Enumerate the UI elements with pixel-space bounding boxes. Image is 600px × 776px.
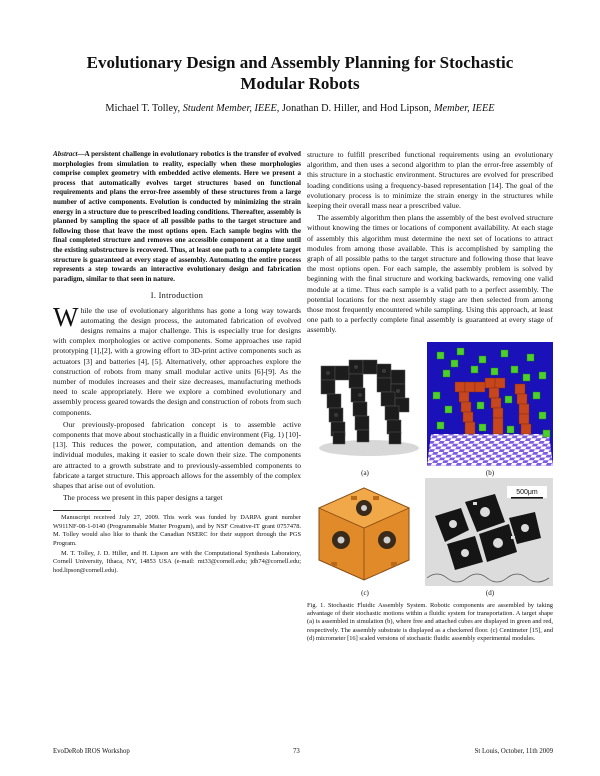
title-line-1: Evolutionary Design and Assembly Planning for Stochastic — [86, 53, 514, 72]
title-line-2: Modular Robots — [240, 74, 360, 93]
author-1: Michael T. Tolley, — [105, 103, 181, 114]
footer-venue: EvoDeRob IROS Workshop — [53, 748, 130, 755]
abstract-lead: Abstract — [53, 150, 78, 158]
author-3-role: Member, IEEE — [433, 103, 495, 114]
author-1-role: Student Member, IEEE — [182, 103, 277, 114]
intro-paragraph-1-text: hile the use of evolutionary algorithms has gone a long way towards automating the design process, the automated fabrication of evolved designs remains a major challenge. This is especially true for designs with complex morphologies or active components. Some approaches use rapid prototyping [1],[2], with a growing effort to 3D-print active components such as actuators [3] and batteries [4], [5]. Alternatively, other approaches explore the construction of robots from many small modular active units [6]-[9]. As the number of modules increases and their size decreases, manufacturing methods need to scale appropriately. Here we explore a combined evolutionary and assembly process geared towards the design and construction of robots from such components. — [53, 305, 301, 417]
figure-panel-a-target-shape — [307, 346, 423, 464]
footnote-divider — [53, 510, 111, 511]
figure-label-d: (d) — [485, 588, 495, 597]
paper-title — [60, 52, 540, 94]
figure-label-a: (a) — [361, 468, 369, 477]
figure-1 — [307, 342, 553, 657]
abstract-text: —A persistent challenge in evolutionary robotics is the transfer of evolved morphologies from simulation to reality, especially when these morphologies comprise complex geometry with embedded active elements. Here we present a process that automatically evolves target structures based on functional requirements and plans the error-free assembly of these structures from a large number of active components. Evolution is conducted by minimizing the strain energy in a structure due to prescribed loading conditions. Thereafter, assembly is planned by sampling the space of all possible paths to the target structure and following those that leave the most options open. Each sample begins with the final completed structure and removes one accessible component at a time until the existing substructure is recovered. Thus, at least one path to a complete target structure is guaranteed at every stage of assembly. Automating the entire process represents a step towards an interactive evolutionary design and fabrication paradigm, similar to that seen in nature. — [53, 150, 301, 283]
intro-paragraph-2: Our previously-proposed fabrication concept is to assemble active components that move about stochastically in a fluidic environment (Fig. 1) [10]-[13]. This reduces the power, computation, and attention demands on the individual modules, making it easier to scale down their size. The components are attracted to a growth substrate and to previously-assembled components to fabricate a target structure. This approach allows for the assembly of the complex shapes that arise out of evolution. — [53, 419, 301, 490]
figure-label-b: (b) — [485, 468, 495, 477]
section-heading-introduction: I. Introduction — [150, 291, 204, 301]
footer-location-date: St Louis, October, 11th 2009 — [474, 748, 553, 755]
footnote-funding: Manuscript received July 27, 2009. This work was funded by DARPA grant number W911NF-08-1-0140 (Programmable Matter Program), and by NSF Creative-IT grant 0757478. M. Tolley would also like to thank the Canadian NSERC for their support through the PGS Program. — [53, 514, 301, 547]
abstract — [53, 150, 301, 284]
intro-paragraph-1 — [53, 301, 301, 418]
figure-panel-c-centimeter-modules — [311, 482, 417, 584]
figure-label-c: (c) — [361, 588, 369, 597]
figure-caption: Fig. 1. Stochastic Fluidic Assembly System. Robotic components are assembled by taking advantage of their stochastic motions within a fluidic system for transportation. A target shape (a) is assembled in simulation (b), where free and attached cubes are displayed in green and red, respectively. The assembly substrate is displayed as a checkered floor. (c) Centimeter [15], and (d) micrometer [16] scaled versions of stochastic fluidic assembly experimental modules. — [307, 601, 553, 643]
drop-cap: W — [53, 301, 79, 332]
figure-panel-b-simulation — [427, 342, 553, 466]
right-paragraph-1: structure to fulfill prescribed functional requirements using an evolutionary algorithm, and then uses a second algorithm to plan the error-free assembly of this structure in a stochastic environment. Structures are evolved for prescribed loading conditions using a frequency-based representation [14]. The goal of the evolutionary process is to minimize the strain energy in the structures while keeping their overall mass near a prescribed value. — [307, 150, 553, 211]
intro-paragraph-3: The process we present in this paper designs a target — [63, 493, 223, 503]
right-paragraph-2: The assembly algorithm then plans the assembly of the best evolved structure without knowing the times or locations of component availability. At each stage of assembly this algorithm must determine the next set of locations to attract modules from among those available. This is accomplished by sampling the graph of all possible paths to the target structure and following those that leave the most options open. For each sample, the assembly problem is solved by beginning with the final structure and working backwards, removing one valid module at a time. Thus each sample is a valid path to a perfect assembly. The potential locations for the next assembly stage are then selected from among those most frequently encountered while sampling. Using this approach, at least one path to a perfectly complete final assembly is guaranteed at every stage of assembly. — [307, 213, 553, 335]
author-line — [40, 102, 560, 115]
footnote-affiliation: M. T. Tolley, J. D. Hiller, and H. Lipson are with the Computational Synthesis Laboratory, Cornell University, Ithaca, NY, 14853 USA (e-mail: mt33@cornell.edu; jdh74@cornell.edu; hod.lipson@cornell.edu). — [53, 550, 301, 574]
authors-2-3: , Jonathan D. Hiller, and Hod Lipson, — [276, 103, 432, 114]
scale-bar-label: 500μm — [516, 488, 538, 496]
footer-page-number: 73 — [293, 748, 300, 755]
figure-panel-d-micrometer-modules — [425, 478, 553, 586]
right-column — [307, 150, 553, 657]
left-column — [53, 150, 301, 577]
